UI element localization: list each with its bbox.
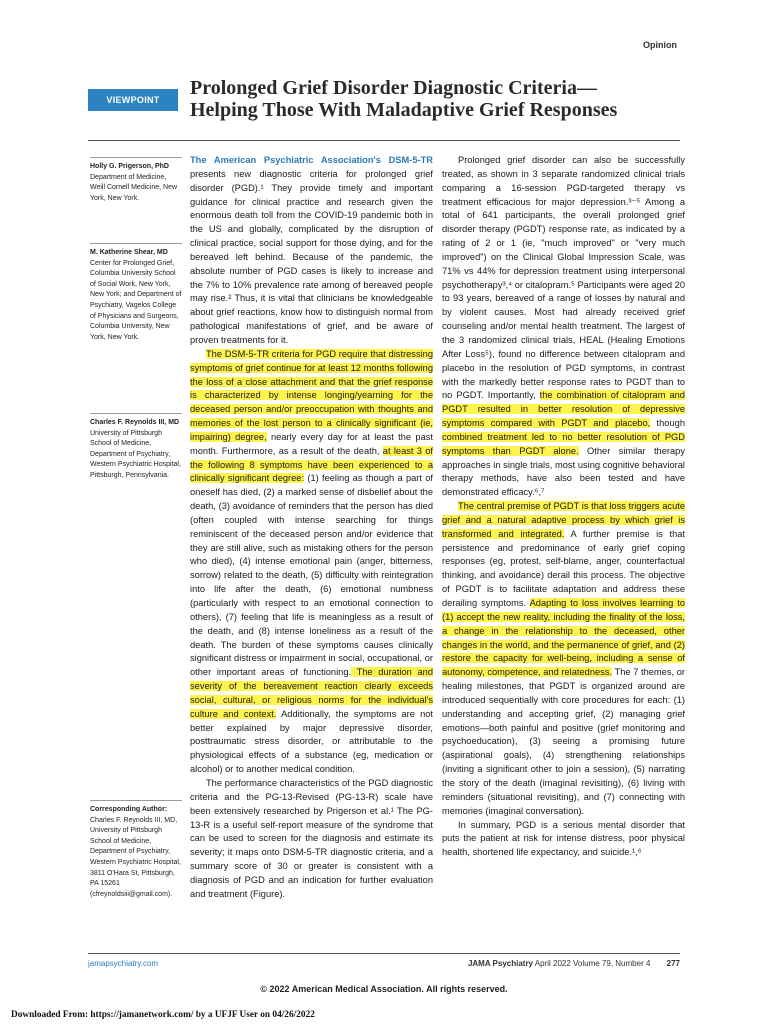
author-divider [90,243,182,244]
author-block-3 [90,413,182,482]
paragraph-text: Additionally, the symptoms are not better explained by major depressive disorder, posttraumatic stress disorder, or attributable to the physiological effects of a substance (eg, medication or alcohol) or to another medical condition. [190,708,433,775]
corresponding-label: Corresponding Author: [90,806,168,813]
paragraph-treatment [442,154,685,500]
highlight: the combination of citalopram and PGDT resulted in better resolution of depressive symptoms compared with PGDT and placebo, [442,390,685,429]
body-column-left [190,154,433,902]
highlight: at least 3 of the following 8 symptoms have been experienced to a clinically significant degree: [190,445,433,484]
author-divider [90,413,182,414]
author-affiliation: Center for Prolonged Grief, Columbia University School of Social Work, New York, New York; and Department of Psychiatry, Vagelos College of Physicians and Surgeons, Columbia University, New York, New York. [90,259,182,341]
author-divider [90,157,182,158]
highlight: The duration and severity of the bereavement reaction clearly exceeds social, cultural, or religious norms for the individual's culture and context. [190,667,433,719]
paragraph-text: nearly every day for at least the past month. Furthermore, as a result of the death, [190,431,433,456]
journal-name: JAMA Psychiatry [467,959,533,968]
paragraph-text: though [650,418,685,429]
corresponding-divider [90,800,182,801]
author-affiliation: Department of Medicine, Weill Cornell Medicine, New York, New York. [90,173,178,202]
paragraph-performance: The performance characteristics of the PGD diagnostic criteria and the PG-13-Revised (PG-13-R) scale have been extensively researched by Prigerson et al.¹ The PG-13-R is a useful self-report measure of the syndrome that can be used to screen for the diagnosis and estimate its severity; it maps onto DSM-5-TR diagnostic criteria, and a summary score of 30 or greater is consistent with a diagnosis of PGD and an indication for further evaluation and treatment (Figure). [190,777,433,899]
body-column-right [442,154,685,860]
page-number: 277 [666,959,680,968]
highlight: combined treatment led to no better resolution of PGD symptoms than PGDT alone. [442,431,685,456]
article-title [190,77,670,121]
highlight: The DSM-5-TR criteria for PGD require that distressing symptoms of grief continue for at least 12 months following the loss of a close attachment and that the grief response is characterized by intense longing/yearning for the deceased person and/or preoccupation with thoughts and memories of the lost person to a clinically significant (ie, impairing) degree, [190,348,433,442]
journal-issue: April 2022 Volume 79, Number 4 [534,959,651,968]
lead-text: The American Psychiatric Association's DSM-5-TR [190,155,433,165]
author-name: Charles F. Reynolds III, MD [90,419,180,426]
paragraph-criteria [190,348,433,777]
title-line-1: Prolonged Grief Disorder Diagnostic Criteria— [190,77,597,99]
author-block-2 [90,243,182,343]
title-line-2: Helping Those With Maladaptive Grief Responses [190,99,618,121]
title-divider [88,140,680,141]
viewpoint-badge: VIEWPOINT [88,89,178,111]
download-notice: Downloaded From: https://jamanetwork.com/ by a UFJF User on 04/26/2022 [11,1010,315,1020]
copyright-notice: © 2022 American Medical Association. All rights reserved. [260,984,508,994]
author-block-1 [90,157,182,204]
paragraph-text: The 7 themes, or healing milestones, that PGDT is organized around are introduced sequentially with core procedures for each: (1) understanding and accepting grief, (2) managing grief emotions—both painful and positive (grief monitoring and psychoeducation), (3) seeing a promising future (aspirational goals), (4) strengthening relationships (inviting a significant other to join a session), (5) narrating the story of the death (imaginal revisiting), (6) living with reminders (situational revisiting), and (7) connecting with memories (imaginal conversation). [442,667,685,816]
author-name: Holly G. Prigerson, PhD [90,163,169,170]
highlight: Adapting to loss involves learning to (1) accept the new reality, including the finality of the loss, a change in the relationship to the deceased, other changes in the world, and the permanence of grief, and (2) restore the capacity for well-being, including a sense of autonomy, competence, and relatedness. [442,598,685,678]
corresponding-text: Charles F. Reynolds III, MD, University of Pittsburgh School of Medicine, Department of Psychiatry, Western Psychiatric Hospital, 3811 O'Hara St, Pittsburgh, PA 15261 (cfreynoldsiii@gmail.com). [90,816,181,898]
paragraph-text: presents new diagnostic criteria for prolonged grief disorder (PGD).¹ They provide timely and important guidance for clinical practice and research given the enormous death toll from the COVID-19 pandemic both in the US and globally, complicated by the disruption of clinical practice, social support for those dying, and for the bereaved left behind. Because of the pandemic, the absolute number of PGD cases is likely to increase and the 7% to 10% prevalence rate among of bereaved people may rise.² Thus, it is vital that clinicians be knowledgeable about grief reactions, know how to distinguish normal from pathological manifestations of grief, and be aware of proven treatments for it. [190,168,433,345]
highlight: The central premise of PGDT is that loss triggers acute grief and a natural adaptive process by which grief is transformed and integrated. [442,501,685,539]
journal-site-link[interactable]: jamapsychiatry.com [88,959,159,968]
section-label: Opinion [643,40,677,50]
paragraph-text: (1) feeling as though a part of oneself has died, (2) a marked sense of disbelief about the death, (3) avoidance of reminders that the person has died (often coupled with intense searching for things reminiscent of the deceased person and/or evidence that they are still alive, such as mistaking others for the person who died), (4) intense emotional pain (anger, bitterness, sorrow) related to the death, (5) difficulty with reintegration into life after the death, (6) emotional numbness (particularly with respect to an emotional connection to others), (7) feeling that life is meaningless as a result of the death, and (8) intense loneliness as a result of the death. The burden of these symptoms causes clinically significant distress or impairment in social, occupational, or other important areas of functioning. [190,473,433,678]
paragraph-text: Other similar therapy approaches in single trials, most using cognitive behavioral therapy methods, have also been tested and have demonstrated efficacy.⁶,⁷ [442,445,685,498]
paragraph-text: A further premise is that persistence and predominance of early grief coping responses (eg, protest, self-blame, anger, counterfactual thinking, and avoidance) derail this process. The objective of PGDT is to facilitate adaptation and address these derailing symptoms. [442,528,685,608]
author-name: M. Katherine Shear, MD [90,249,168,256]
footer-divider [88,953,680,954]
author-affiliation: University of Pittsburgh School of Medicine, Department of Psychiatry, Western Psychiatric Hospital, Pittsburgh, Pennsylvania. [90,429,181,479]
paragraph-text: Prolonged grief disorder can also be successfully treated, as shown in 3 separate randomized clinical trials comparing a 16-session PGD-targeted therapy vs treatment efficacious for major depression.³⁻⁵ Among a total of 641 participants, the overall prolonged grief disorder therapy (PGDT) response rate, as indicated by a rating of 2 or 1 (ie, "much improved" or "very much improved") on the Clinical Global Impression Scale, was 71% vs 44% for depression treatment using interpersonal psychotherapy³,⁴ or citalopram.⁵ Participants were aged 20 to 93 years, bereaved of a range of losses by natural and by violent causes. Most had already received grief counseling and/or mental health treatment. The largest of the 3 randomized clinical trials, HEAL (Healing Emotions After Loss⁵), found no difference between citalopram and placebo in the resolution of PGD symptoms, in contrast with the markedly better response rates to PGDT than to no PGDT. Importantly, [442,155,685,401]
journal-footer [468,959,680,968]
paragraph-intro [190,154,433,348]
corresponding-author [90,800,182,900]
paragraph-premise [442,500,685,818]
paragraph-summary: In summary, PGD is a serious mental disorder that puts the patient at risk for intense distress, poor physical health, shortened life expectancy, and suicide.¹,⁶ [442,819,685,858]
